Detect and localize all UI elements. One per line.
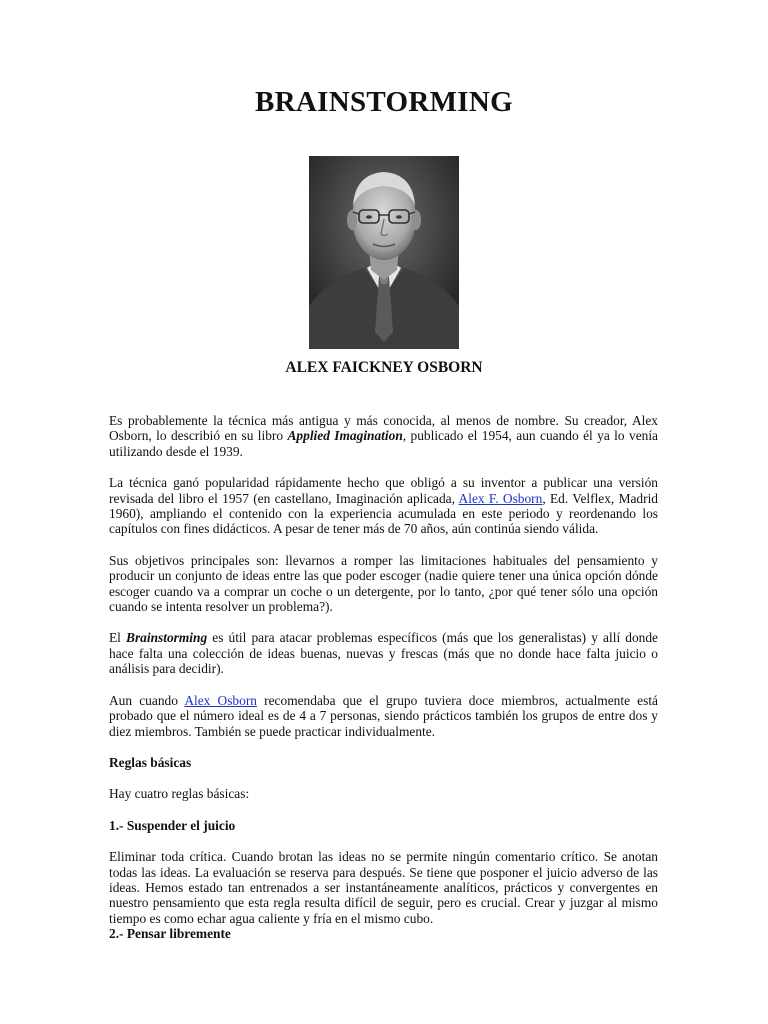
author-link[interactable]: Alex F. Osborn <box>458 490 543 506</box>
rule-2-title: 2.- Pensar libremente <box>109 926 231 942</box>
paragraph-objectives: Sus objetivos principales son: llevarnos a romper las limitaciones habituales del pensamiento y producir un conjunto de ideas entre las que poder escoger (nadie quiere tener una única opción dónde escoger cuando va a comprar un coche o un detergente, por lo tanto, ¿por qué tener sólo una opción cuando se intenta resolver un problema?). <box>109 552 658 615</box>
paragraph-text: es útil para atacar problemas específicos (más que los generalistas) y allí donde hace falta una colección de ideas buenas, nuevas y frescas (más que no donde hace falta juicio o análisis para decidir). <box>109 630 658 677</box>
paragraph-text: recomendaba que el grupo tuviera doce miembros, actualmente está probado que el número ideal es de 4 a 7 personas, siendo prácticos también los grupos de entre dos y diez miembros. También se puede practicar individualmente. <box>109 692 659 739</box>
paragraph-usefulness <box>109 630 658 676</box>
document-body <box>109 413 658 958</box>
rule-1-title: 1.- Suspender el juicio <box>109 817 236 833</box>
rules-heading: Reglas básicas <box>109 754 192 770</box>
rule-1-text: Eliminar toda crítica. Cuando brotan las ideas no se permite ningún comentario crítico. Se anotan todas las ideas. La evaluación se reserva para después. Se tiene que posponer el juicio adverso de las ideas. Hemos estado tan entrenados a ser instantáneamente analíticos, prácticos y convergentes en nuestro pensamiento que esta regla resulta difícil de seguir, pero es crucial. Crear y juzgar al mismo tiempo es como echar agua caliente y fría en el mismo cubo. <box>109 849 658 926</box>
paragraph-text: La técnica ganó popularidad rápidamente hecho que obligó a su inventor a publicar una versión revisada del libro el 1957 (en castellano, Imaginación aplicada, <box>109 475 658 506</box>
portrait-photo <box>309 156 459 349</box>
paragraph-popularity <box>109 475 658 537</box>
brainstorming-term: Brainstorming <box>126 630 208 646</box>
paragraph-text: El <box>109 630 127 646</box>
paragraph-group-size <box>109 693 658 739</box>
paragraph-text: Es probablemente la técnica más antigua y más conocida, al menos de nombre. Su creador, Alex Osborn, lo describió en su libro <box>109 413 658 444</box>
paragraph-text: Aun cuando <box>109 692 185 708</box>
author-link[interactable]: Alex Osborn <box>184 692 257 708</box>
photo-caption: ALEX FAICKNEY OSBORN <box>285 359 483 376</box>
rules-intro: Hay cuatro reglas básicas: <box>109 786 250 802</box>
document-title: BRAINSTORMING <box>255 86 513 118</box>
paragraph-text: , Ed. Velflex, Madrid 1960), ampliando el contenido con la experiencia acumulada en este periodo y reordenando los capítulos con fines didácticos. A pesar de tener más de 70 años, aún continúa siendo válida. <box>109 490 658 537</box>
book-title: Applied Imagination <box>287 428 403 444</box>
paragraph-text: , publicado el 1954, aun cuando él ya lo venía utilizando desde el 1939. <box>109 428 658 459</box>
paragraph-intro <box>109 413 658 459</box>
